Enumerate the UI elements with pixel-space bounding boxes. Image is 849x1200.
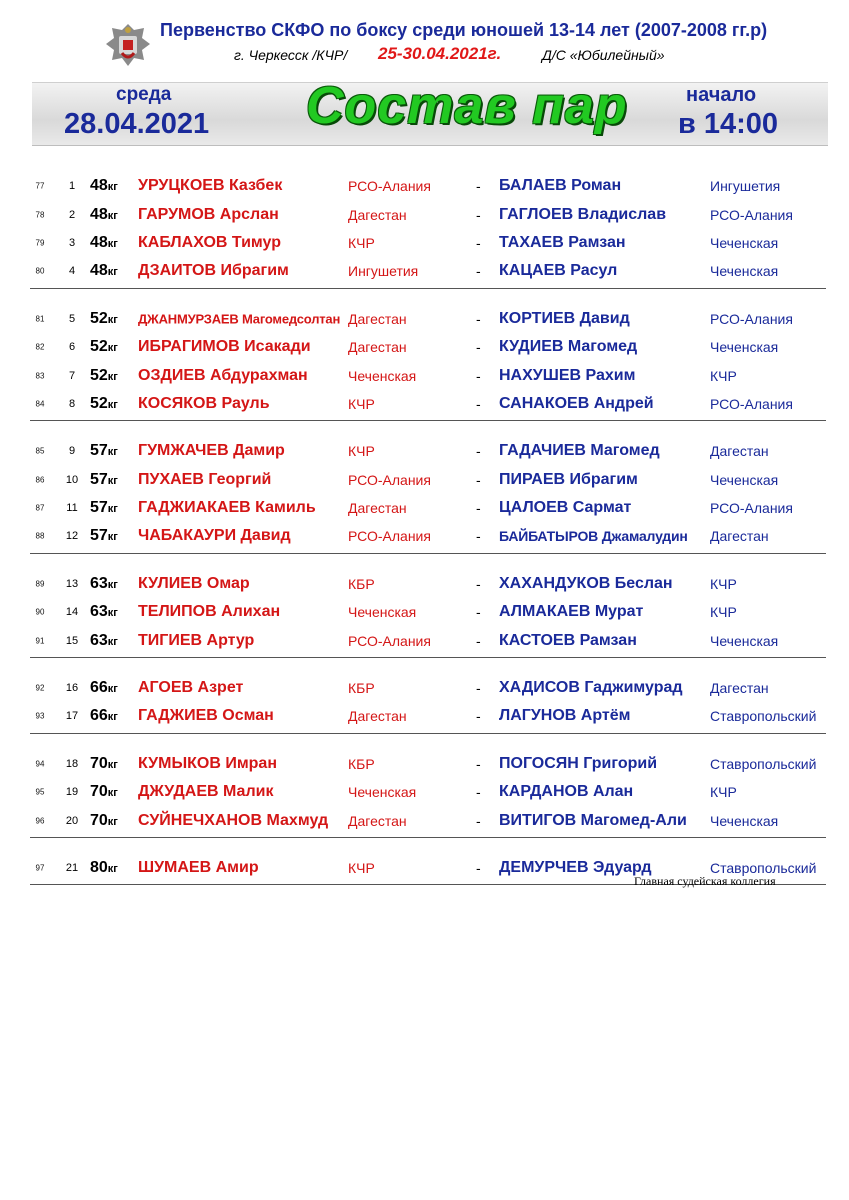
red-corner-region: КБР	[348, 575, 375, 592]
blue-corner-name: КАЦАЕВ Расул	[499, 262, 618, 280]
versus-dash: -	[476, 471, 481, 488]
banner-title: Состав пар	[306, 77, 628, 135]
versus-dash: -	[476, 395, 481, 412]
bout-order: 15	[65, 634, 79, 647]
blue-corner-region: Чеченская	[710, 234, 779, 251]
bout-number: 84	[35, 399, 45, 409]
bout-number: 82	[35, 342, 45, 352]
red-corner-region: Дагестан	[348, 500, 407, 517]
blue-corner-region: Чеченская	[710, 339, 779, 356]
weight-value: 63	[90, 574, 108, 592]
weight-class	[90, 783, 118, 801]
red-corner-region: Дагестан	[348, 310, 407, 327]
bout-number: 87	[35, 503, 45, 513]
weight-group	[30, 303, 826, 422]
weight-unit: кг	[107, 342, 118, 355]
red-corner-name: УРУЦКОЕВ Казбек	[138, 177, 283, 195]
red-corner-region: РСО-Алания	[348, 178, 431, 195]
weight-unit: кг	[107, 503, 118, 516]
weight-unit: кг	[107, 758, 118, 771]
red-corner-region: РСО-Алания	[348, 632, 431, 649]
weight-group	[30, 672, 826, 734]
weight-unit: кг	[107, 787, 118, 800]
bout-order: 21	[65, 862, 79, 874]
bout-number: 96	[35, 816, 45, 826]
bout-order: 6	[68, 341, 76, 354]
blue-corner-region: РСО-Алания	[710, 310, 793, 327]
weight-value: 52	[90, 394, 108, 412]
bout-number: 86	[35, 475, 45, 485]
red-corner-name: ДЗАИТОВ Ибрагим	[138, 262, 289, 280]
red-corner-name: КАБЛАХОВ Тимур	[138, 233, 281, 251]
red-corner-region: РСО-Алания	[348, 471, 431, 488]
red-corner-name: ОЗДИЕВ Абдурахман	[138, 366, 308, 384]
blue-corner-name: ГАДАЧИЕВ Магомед	[499, 442, 660, 460]
weight-class	[90, 338, 118, 356]
bout-row	[30, 229, 826, 257]
weight-class	[90, 707, 118, 725]
bout-order: 13	[65, 577, 79, 590]
bout-number: 90	[35, 607, 45, 617]
red-corner-name: ДЖУДАЕВ Малик	[138, 783, 274, 801]
bout-order: 10	[65, 473, 79, 486]
bout-row	[30, 598, 826, 626]
weight-value: 48	[90, 177, 108, 195]
weight-unit: кг	[107, 313, 118, 326]
weight-class	[90, 206, 118, 224]
versus-dash: -	[476, 755, 481, 772]
bout-number: 80	[35, 266, 45, 276]
red-corner-name: АГОЕВ Азрет	[138, 679, 244, 697]
weight-unit: кг	[107, 209, 118, 222]
blue-corner-name: ГАГЛОЕВ Владислав	[499, 205, 667, 223]
event-dates: 25-30.04.2021г.	[378, 44, 502, 63]
red-corner-region: Дагестан	[348, 339, 407, 356]
bout-order: 5	[68, 312, 76, 325]
red-corner-region: Дагестан	[348, 708, 407, 725]
blue-corner-name: КУДИЕВ Магомед	[499, 338, 638, 356]
bout-row	[30, 200, 826, 228]
blue-corner-name: ХАХАНДУКОВ Беслан	[499, 574, 673, 592]
weight-value: 48	[90, 205, 108, 223]
boxing-federation-emblem-icon	[104, 20, 152, 70]
bout-order: 7	[68, 369, 76, 382]
weight-unit: кг	[107, 237, 118, 250]
bout-number: 78	[35, 210, 45, 220]
weight-unit: кг	[107, 370, 118, 383]
bout-order: 20	[65, 814, 79, 827]
versus-dash: -	[476, 708, 481, 725]
bout-row	[30, 437, 826, 465]
red-corner-region: Дагестан	[348, 206, 407, 223]
start-label: начало	[686, 84, 757, 106]
weight-class	[90, 177, 118, 195]
versus-dash: -	[476, 604, 481, 621]
blue-corner-region: РСО-Алания	[710, 395, 793, 412]
red-corner-name: ИБРАГИМОВ Исакади	[138, 338, 311, 356]
blue-corner-region: КЧР	[710, 784, 737, 801]
weight-value: 57	[90, 470, 108, 488]
weight-value: 57	[90, 442, 108, 460]
versus-dash: -	[476, 367, 481, 384]
weight-value: 80	[90, 859, 108, 876]
event-date: 28.04.2021	[64, 108, 210, 140]
blue-corner-region: РСО-Алания	[710, 206, 793, 223]
versus-dash: -	[476, 443, 481, 460]
bout-order: 12	[65, 530, 79, 543]
versus-dash: -	[476, 575, 481, 592]
weight-unit: кг	[107, 683, 118, 696]
weight-class	[90, 234, 118, 252]
blue-corner-name: АЛМАКАЕВ Мурат	[499, 603, 644, 621]
blue-corner-region: Дагестан	[710, 528, 769, 545]
red-corner-name: ГАДЖИЕВ Осман	[138, 707, 274, 725]
red-corner-name: ШУМАЕВ Амир	[138, 859, 259, 876]
versus-dash: -	[476, 178, 481, 195]
bout-row	[30, 522, 826, 550]
versus-dash: -	[476, 860, 481, 876]
bout-row	[30, 172, 826, 200]
weight-class	[90, 310, 118, 328]
weight-value: 52	[90, 366, 108, 384]
bout-order: 17	[65, 710, 79, 723]
weight-class	[90, 442, 118, 460]
weight-unit: кг	[107, 815, 118, 828]
weight-unit: кг	[107, 635, 118, 648]
bout-row	[30, 257, 826, 285]
blue-corner-name: ВИТИГОВ Магомед-Али	[499, 811, 687, 829]
blue-corner-name: КОРТИЕВ Давид	[499, 309, 630, 327]
blue-corner-name: САНАКОЕВ Андрей	[499, 394, 654, 412]
weight-group	[30, 748, 826, 838]
blue-corner-name: БАЙБАТЫРОВ Джамалудин	[499, 528, 688, 545]
red-corner-region: КЧР	[348, 395, 375, 412]
bout-number: 94	[35, 759, 45, 769]
weight-unit: кг	[107, 181, 118, 194]
weight-class	[90, 812, 118, 830]
weight-class	[90, 471, 118, 489]
bout-order: 4	[68, 265, 76, 278]
bout-row	[30, 806, 826, 834]
blue-corner-region: КЧР	[710, 575, 737, 592]
red-corner-region: РСО-Алания	[348, 528, 431, 545]
bout-order: 8	[68, 397, 76, 410]
red-corner-name: ТИГИЕВ Артур	[138, 631, 255, 649]
versus-dash: -	[476, 500, 481, 517]
weight-value: 48	[90, 262, 108, 280]
red-corner-region: КЧР	[348, 443, 375, 460]
weight-unit: кг	[107, 398, 118, 411]
bout-order: 3	[68, 236, 76, 249]
event-venue: Д/С «Юбилейный»	[542, 47, 665, 63]
weight-unit: кг	[107, 446, 118, 459]
red-corner-name: ЧАБАКАУРИ Давид	[138, 527, 291, 545]
weight-value: 63	[90, 603, 108, 621]
weight-group	[30, 435, 826, 554]
red-corner-region: Ингушетия	[348, 263, 419, 280]
weight-class	[90, 679, 118, 697]
bout-number: 81	[35, 314, 45, 324]
weight-unit: кг	[107, 531, 118, 544]
bout-order: 1	[68, 180, 76, 193]
weight-value: 48	[90, 233, 108, 251]
weight-unit: кг	[107, 711, 118, 724]
bout-number: 85	[35, 446, 45, 456]
red-corner-region: Дагестан	[348, 812, 407, 829]
weight-unit: кг	[107, 607, 118, 620]
weight-value: 52	[90, 338, 108, 356]
red-corner-name: ДЖАНМУРЗАЕВ Магомедсолтан	[138, 311, 341, 327]
blue-corner-region: Ставропольский	[710, 860, 817, 876]
weight-unit: кг	[107, 578, 118, 591]
bout-row	[30, 570, 826, 598]
bout-order: 2	[68, 208, 76, 221]
bout-row	[30, 466, 826, 494]
red-corner-region: КЧР	[348, 234, 375, 251]
bout-number: 89	[35, 579, 45, 589]
versus-dash: -	[476, 784, 481, 801]
versus-dash: -	[476, 206, 481, 223]
weight-value: 70	[90, 783, 108, 801]
bout-row	[30, 702, 826, 730]
red-corner-name: КУМЫКОВ Имран	[138, 754, 277, 772]
weight-value: 66	[90, 707, 108, 725]
versus-dash: -	[476, 339, 481, 356]
weight-value: 52	[90, 309, 108, 327]
blue-corner-region: КЧР	[710, 604, 737, 621]
blue-corner-name: БАЛАЕВ Роман	[499, 177, 622, 195]
weight-value: 57	[90, 527, 108, 545]
red-corner-region: КЧР	[348, 860, 375, 876]
weight-class	[90, 527, 118, 545]
day-of-week: среда	[116, 84, 172, 105]
bout-number: 79	[35, 238, 45, 248]
bout-row	[30, 750, 826, 778]
bout-row	[30, 674, 826, 702]
red-corner-name: СУЙНЕЧХАНОВ Махмуд	[138, 811, 329, 829]
weight-value: 63	[90, 631, 108, 649]
weight-class	[90, 499, 118, 517]
weight-class	[90, 367, 118, 385]
red-corner-region: Чеченская	[348, 784, 417, 801]
bout-number: 97	[35, 863, 45, 873]
weight-class	[90, 603, 118, 621]
versus-dash: -	[476, 812, 481, 829]
weight-unit: кг	[107, 266, 118, 279]
blue-corner-name: ПИРАЕВ Ибрагим	[499, 470, 638, 488]
versus-dash: -	[476, 528, 481, 545]
weight-unit: кг	[107, 863, 118, 875]
blue-corner-region: Ставропольский	[710, 755, 817, 772]
red-corner-name: ГАДЖИАКАЕВ Камиль	[138, 499, 316, 517]
start-time: в 14:00	[678, 108, 779, 140]
page-title: Первенство СКФО по боксу среди юношей 13-14 лет (2007-2008 гг.р)	[160, 20, 768, 40]
red-corner-name: ТЕЛИПОВ Алихан	[138, 603, 281, 621]
blue-corner-region: Ставропольский	[710, 708, 817, 725]
versus-dash: -	[476, 263, 481, 280]
bout-order: 11	[66, 502, 78, 515]
red-corner-region: КБР	[348, 680, 375, 697]
weight-value: 57	[90, 499, 108, 517]
weight-value: 70	[90, 811, 108, 829]
bout-number: 95	[35, 787, 45, 797]
bout-order: 18	[65, 757, 79, 770]
weight-class	[90, 395, 118, 413]
bout-number: 77	[35, 181, 45, 191]
blue-corner-region: РСО-Алания	[710, 500, 793, 517]
blue-corner-region: Дагестан	[710, 680, 769, 697]
blue-corner-region: Дагестан	[710, 443, 769, 460]
red-corner-name: ГАРУМОВ Арслан	[138, 205, 279, 223]
red-corner-name: ПУХАЕВ Георгий	[138, 470, 272, 488]
weight-class	[90, 262, 118, 280]
bout-row	[30, 778, 826, 806]
blue-corner-name: ХАДИСОВ Гаджимурад	[499, 679, 683, 697]
blue-corner-name: ЦАЛОЕВ Сармат	[499, 499, 632, 517]
blue-corner-name: ЛАГУНОВ Артём	[499, 707, 631, 725]
weight-value: 66	[90, 679, 108, 697]
blue-corner-region: Чеченская	[710, 812, 779, 829]
bout-row	[30, 361, 826, 389]
bout-number: 91	[35, 636, 45, 646]
versus-dash: -	[476, 632, 481, 649]
versus-dash: -	[476, 234, 481, 251]
blue-corner-name: ДЕМУРЧЕВ Эдуард	[499, 859, 652, 876]
bout-order: 16	[65, 682, 79, 695]
weight-unit: кг	[107, 474, 118, 487]
weight-group	[30, 170, 826, 289]
bout-number: 93	[35, 711, 45, 721]
blue-corner-region: Ингушетия	[710, 178, 781, 195]
weight-class	[90, 755, 118, 773]
bout-row	[30, 626, 826, 654]
blue-corner-name: ТАХАЕВ Рамзан	[499, 233, 626, 251]
event-city: г. Черкесск /КЧР/	[234, 47, 348, 63]
red-corner-name: ГУМЖАЧЕВ Дамир	[138, 442, 285, 460]
blue-corner-name: КАСТОЕВ Рамзан	[499, 631, 637, 649]
versus-dash: -	[476, 310, 481, 327]
blue-corner-name: НАХУШЕВ Рахим	[499, 366, 636, 384]
red-corner-region: Чеченская	[348, 604, 417, 621]
bout-number: 83	[35, 371, 45, 381]
versus-dash: -	[476, 680, 481, 697]
weight-group	[30, 568, 826, 658]
red-corner-name: КОСЯКОВ Рауль	[138, 394, 270, 412]
bout-order: 14	[65, 606, 79, 619]
weight-class	[90, 632, 118, 650]
red-corner-name: КУЛИЕВ Омар	[138, 574, 250, 592]
bout-row	[30, 390, 826, 418]
footer-signature: Главная судейская коллегия	[634, 874, 776, 888]
bout-row	[30, 305, 826, 333]
bout-number: 88	[35, 531, 45, 541]
weight-class	[90, 575, 118, 593]
red-corner-region: КБР	[348, 755, 375, 772]
blue-corner-region: Чеченская	[710, 632, 779, 649]
blue-corner-region: Чеченская	[710, 263, 779, 280]
weight-class	[90, 859, 118, 877]
blue-corner-region: Чеченская	[710, 471, 779, 488]
blue-corner-name: КАРДАНОВ Алан	[499, 783, 634, 801]
red-corner-region: Чеченская	[348, 367, 417, 384]
blue-corner-region: КЧР	[710, 367, 737, 384]
bout-row	[30, 333, 826, 361]
blue-corner-name: ПОГОСЯН Григорий	[499, 754, 658, 772]
bout-number: 92	[35, 683, 45, 693]
weight-value: 70	[90, 754, 108, 772]
bout-order: 9	[68, 445, 76, 458]
bout-order: 19	[65, 786, 79, 799]
bouts-list	[30, 170, 826, 899]
bout-row	[30, 494, 826, 522]
